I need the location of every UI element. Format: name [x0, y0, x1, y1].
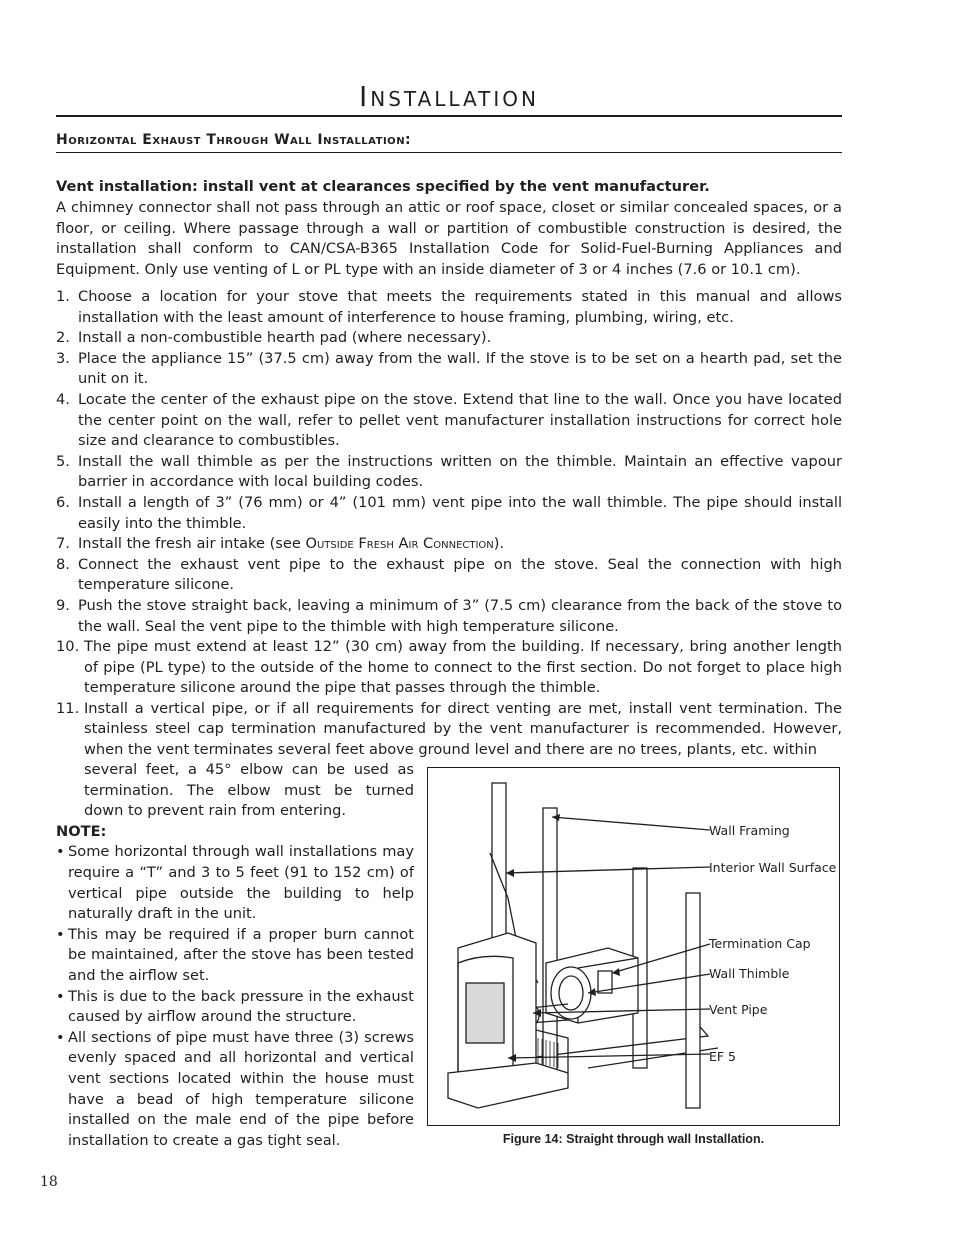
- step-text: Install the wall thimble as per the instructions written on the thimble. Maintain an effective vapour barrier in accordance with local building codes.: [78, 452, 842, 491]
- section-heading: Horizontal Exhaust Through Wall Installation:: [56, 132, 412, 148]
- stove-glass: [466, 983, 504, 1043]
- step-text: Push the stove straight back, leaving a minimum of 3” (7.5 cm) clearance from the back of the stove to the wall. Seal the vent pipe to the thimble with high temperature silicone.: [78, 596, 842, 635]
- step-text: Locate the center of the exhaust pipe on the stove. Extend that line to the wall. Once you have located the center point on the wall, refer to pellet vent manufacturer installation instructions for correct hole size and clearance to combustibles.: [78, 390, 842, 450]
- note-bullet: [56, 1028, 414, 1152]
- step-number: 10.: [56, 638, 80, 656]
- label-vent-pipe: Vent Pipe: [709, 1002, 768, 1017]
- step-number: 11.: [56, 699, 80, 717]
- intro-paragraph: A chimney connector shall not pass through an attic or roof space, closet or similar concealed spaces, or a floor, or ceiling. Where passage through a wall or partition of combustible construction is desired, the installation shall conform to CAN/CSA-B365 Installation Code for Solid-Fuel-Burning Appliances and Equipment. Only use venting of L or PL type with an inside diameter of 3 or 4 inches (7.6 or 10.1 cm).: [56, 199, 842, 278]
- step-item: [56, 452, 842, 493]
- step-text: ).: [493, 535, 505, 553]
- step-text: Install the fresh air intake (see: [78, 535, 306, 553]
- label-ef5: EF 5: [709, 1049, 737, 1064]
- title-rule: [56, 115, 842, 117]
- step-text: Place the appliance 15” (37.5 cm) away from the wall. If the stove is to be set on a hearth pad, set the unit on it.: [78, 349, 842, 388]
- note-bullet-text: This may be required if a proper burn cannot be maintained, after the stove has been tested and the airflow set.: [68, 925, 414, 984]
- bullet-icon: •: [56, 925, 65, 943]
- step-number: 2.: [56, 329, 70, 347]
- label-interior-wall-surface: Interior Wall Surface: [709, 860, 837, 875]
- label-wall-framing: Wall Framing: [709, 823, 790, 838]
- step-item: [56, 555, 842, 596]
- framing-stud: [686, 893, 700, 1108]
- installation-steps: [56, 287, 842, 761]
- note-title: NOTE:: [56, 822, 107, 840]
- step-text: Install a non-combustible hearth pad (where necessary).: [78, 329, 492, 347]
- step-number: 5.: [56, 452, 70, 470]
- outside-fresh-air-connection-reference: Outside Fresh Air Connection: [305, 535, 494, 553]
- leader-wall-framing: [552, 817, 710, 830]
- installation-figure: [427, 767, 840, 1126]
- note-bullet: [56, 925, 414, 987]
- step-item: [56, 596, 842, 637]
- note-bullet-text: All sections of pipe must have three (3) screws evenly spaced and all horizontal and vertical vent sections located within the house must have a bead of high temperature silicone installed on the male end of the pipe before installation to create a gas tight seal.: [68, 1028, 414, 1149]
- step-number: 4.: [56, 390, 70, 408]
- framing-stud: [543, 808, 557, 1078]
- bullet-icon: •: [56, 1028, 65, 1046]
- note-bullet: [56, 987, 414, 1028]
- step-text: Connect the exhaust vent pipe to the exhaust pipe on the stove. Seal the connection with high temperature silicone.: [78, 555, 842, 594]
- page-number: 18: [40, 1174, 58, 1190]
- step-text: Install a vertical pipe, or if all requirements for direct venting are met, install vent termination. The stainless steel cap termination manufactured by the vent manufacturer is recommended. However, when the vent terminates several feet above ground level and there are no trees, plants, etc. within: [84, 699, 842, 759]
- step-item: [56, 534, 842, 555]
- vent-clearance-statement: Vent installation: install vent at clearances specified by the vent manufacturer.: [56, 178, 710, 195]
- step-item: [56, 390, 842, 452]
- section-rule: [56, 152, 842, 153]
- step-item: [56, 287, 842, 328]
- step-number: 3.: [56, 349, 70, 367]
- step-item: [56, 699, 842, 761]
- step-text: The pipe must extend at least 12” (30 cm) away from the building. If necessary, bring another length of pipe (PL type) to the outside of the home to connect to the first section. Do not forget to place high temperature silicone around the pipe that passes through the thimble.: [84, 638, 842, 697]
- step-item: [56, 493, 842, 534]
- label-termination-cap: Termination Cap: [709, 936, 811, 951]
- left-column: [56, 760, 414, 1151]
- step-number: 1.: [56, 288, 70, 305]
- step-text: Install a length of 3” (76 mm) or 4” (101 mm) vent pipe into the wall thimble. The pipe should install easily into the thimble.: [78, 493, 842, 532]
- step-number: 6.: [56, 493, 70, 511]
- page-title: Installation: [359, 80, 539, 113]
- step-item: [56, 328, 842, 349]
- leader-interior-wall-surface: [506, 867, 710, 873]
- step-item: [56, 349, 842, 390]
- figure-caption: Figure 14: Straight through wall Installation.: [502, 1132, 765, 1146]
- step-number: 7.: [56, 535, 70, 553]
- bullet-icon: •: [56, 987, 65, 1005]
- arrowhead: [506, 869, 514, 877]
- label-wall-thimble: Wall Thimble: [709, 966, 790, 981]
- bullet-icon: •: [56, 843, 65, 861]
- step-11-continuation: several feet, a 45° elbow can be used as termination. The elbow must be turned down to prevent rain from entering.: [84, 761, 414, 820]
- note-bullet-text: This is due to the back pressure in the exhaust caused by airflow around the structure.: [68, 987, 414, 1026]
- note-bullet-text: Some horizontal through wall installations may require a “T” and 3 to 5 feet (91 to 152 cm) of vertical pipe outside the building to help naturally draft in the unit.: [68, 843, 414, 923]
- note-bullet: [56, 842, 414, 924]
- step-number: 9.: [56, 596, 70, 614]
- step-text: Choose a location for your stove that meets the requirements stated in this manual and allows installation with the least amount of interference to house framing, plumbing, wiring, etc.: [78, 288, 842, 326]
- step-number: 8.: [56, 555, 70, 573]
- step-item: [56, 637, 842, 699]
